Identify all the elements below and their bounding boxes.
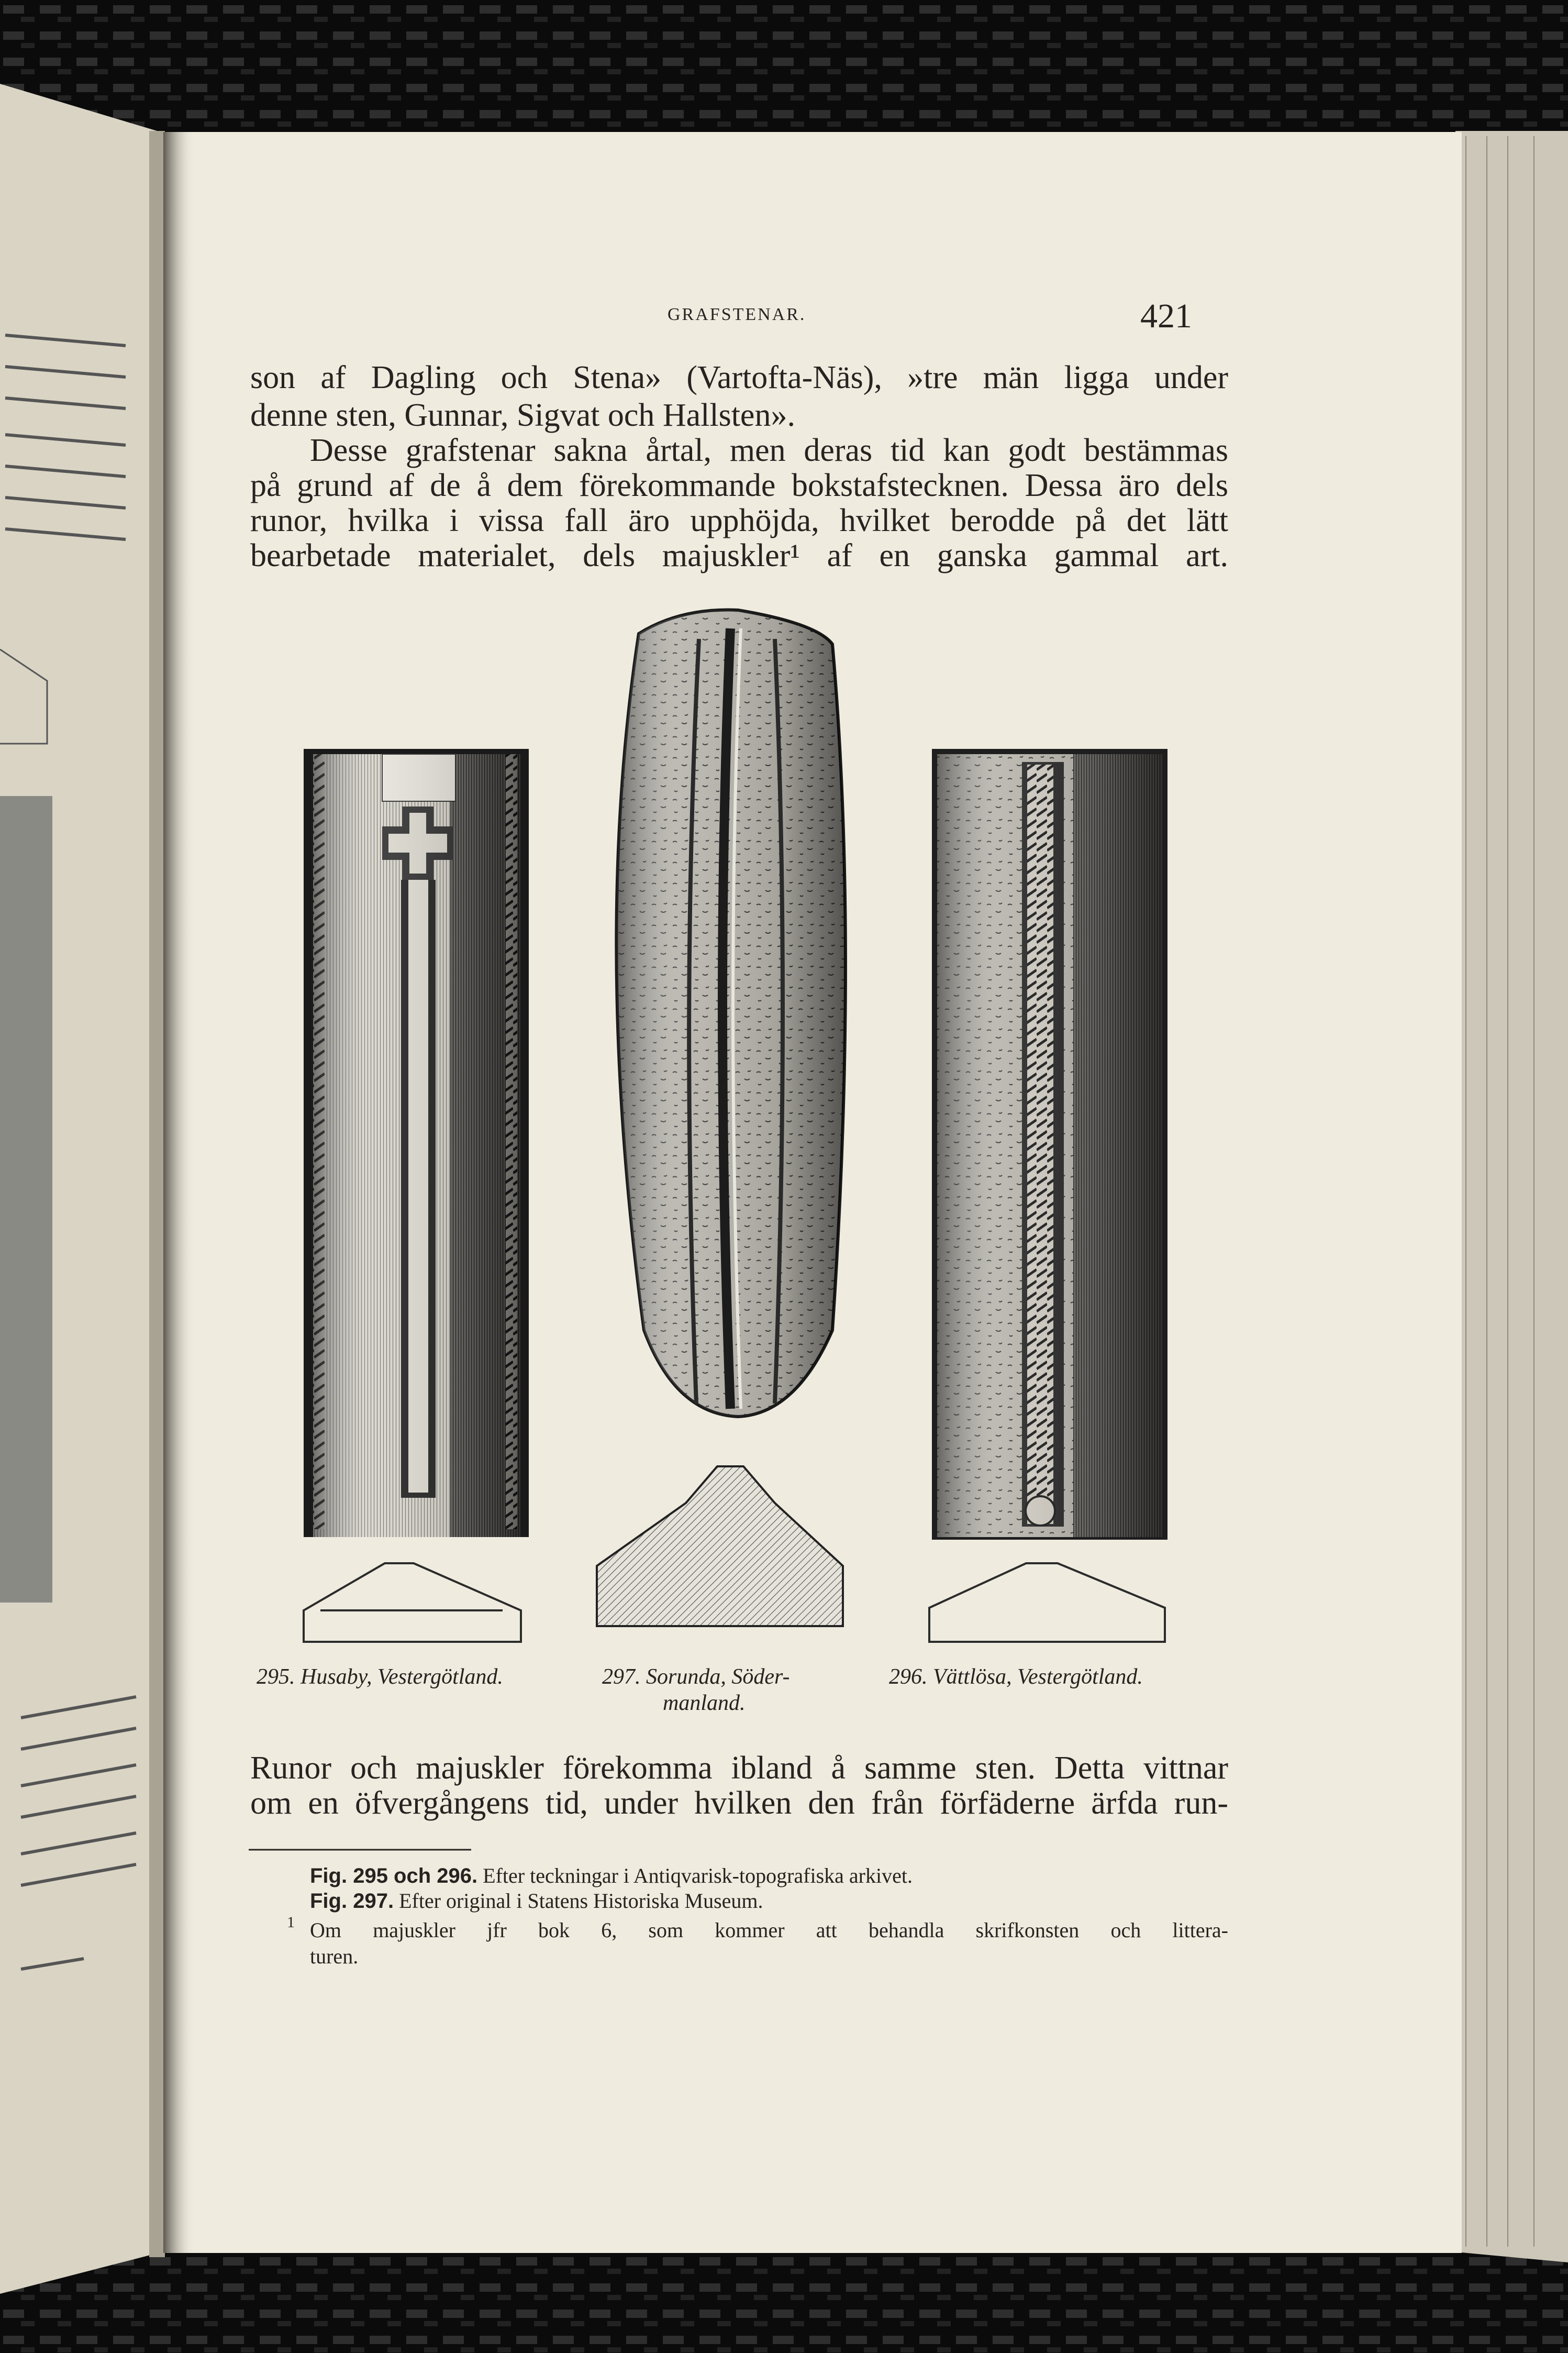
caption-297: 297. Sorunda, Söder- <box>602 1665 790 1689</box>
caption-296: 296. Vättlösa, Vestergötland. <box>889 1665 1143 1689</box>
figure-295-slab <box>304 749 529 1537</box>
body-line-3: Desse grafstenar sakna årtal, men deras tid kan godt bestämmas <box>310 433 1228 468</box>
footnote-fig-297: Fig. 297. Efter original i Statens Historiska Museum. <box>310 1889 763 1913</box>
footnote-1-line2: turen. <box>310 1945 359 1968</box>
body-line-5: runor, hvilka i vissa fall äro upphöjda, hvilket berodde på det lätt <box>250 503 1228 538</box>
body-line-4: på grund af de å dem förekommande bokstafstecknen. Dessa äro dels <box>250 468 1228 503</box>
left-page-figure <box>0 796 52 1603</box>
figure-296-slab <box>932 749 1167 1540</box>
body-line-8: om en öfvergångens tid, under hvilken den från förfäderne ärfda run- <box>250 1785 1228 1821</box>
caption-297-line2: manland. <box>663 1691 746 1715</box>
body-line-6: bearbetade materialet, dels majuskler¹ af en ganska gammal art. <box>250 538 1228 573</box>
caption-295: 295. Husaby, Vestergötland. <box>257 1665 503 1689</box>
body-line-2: denne sten, Gunnar, Sigvat och Hallsten». <box>250 397 795 433</box>
body-line-7: Runor och majuskler förekomma ibland å samme sten. Detta vittnar <box>250 1750 1228 1786</box>
footnote-1-line1: Om majuskler jfr bok 6, som kommer att behandla skrifkonsten och littera- <box>310 1918 1228 1942</box>
body-line-1: son af Dagling och Stena» (Vartofta-Näs), »tre män ligga under <box>250 360 1228 395</box>
figure-297-stone <box>616 610 846 1417</box>
running-title: GRAFSTENAR. <box>668 305 806 324</box>
footnote-1-marker: 1 <box>287 1914 295 1931</box>
book-edge <box>1455 131 1568 2262</box>
page-number: 421 <box>1140 297 1192 335</box>
footnote-fig-295-296: Fig. 295 och 296. Efter teckningar i Antiqvarisk-topografiska arkivet. <box>310 1864 913 1887</box>
